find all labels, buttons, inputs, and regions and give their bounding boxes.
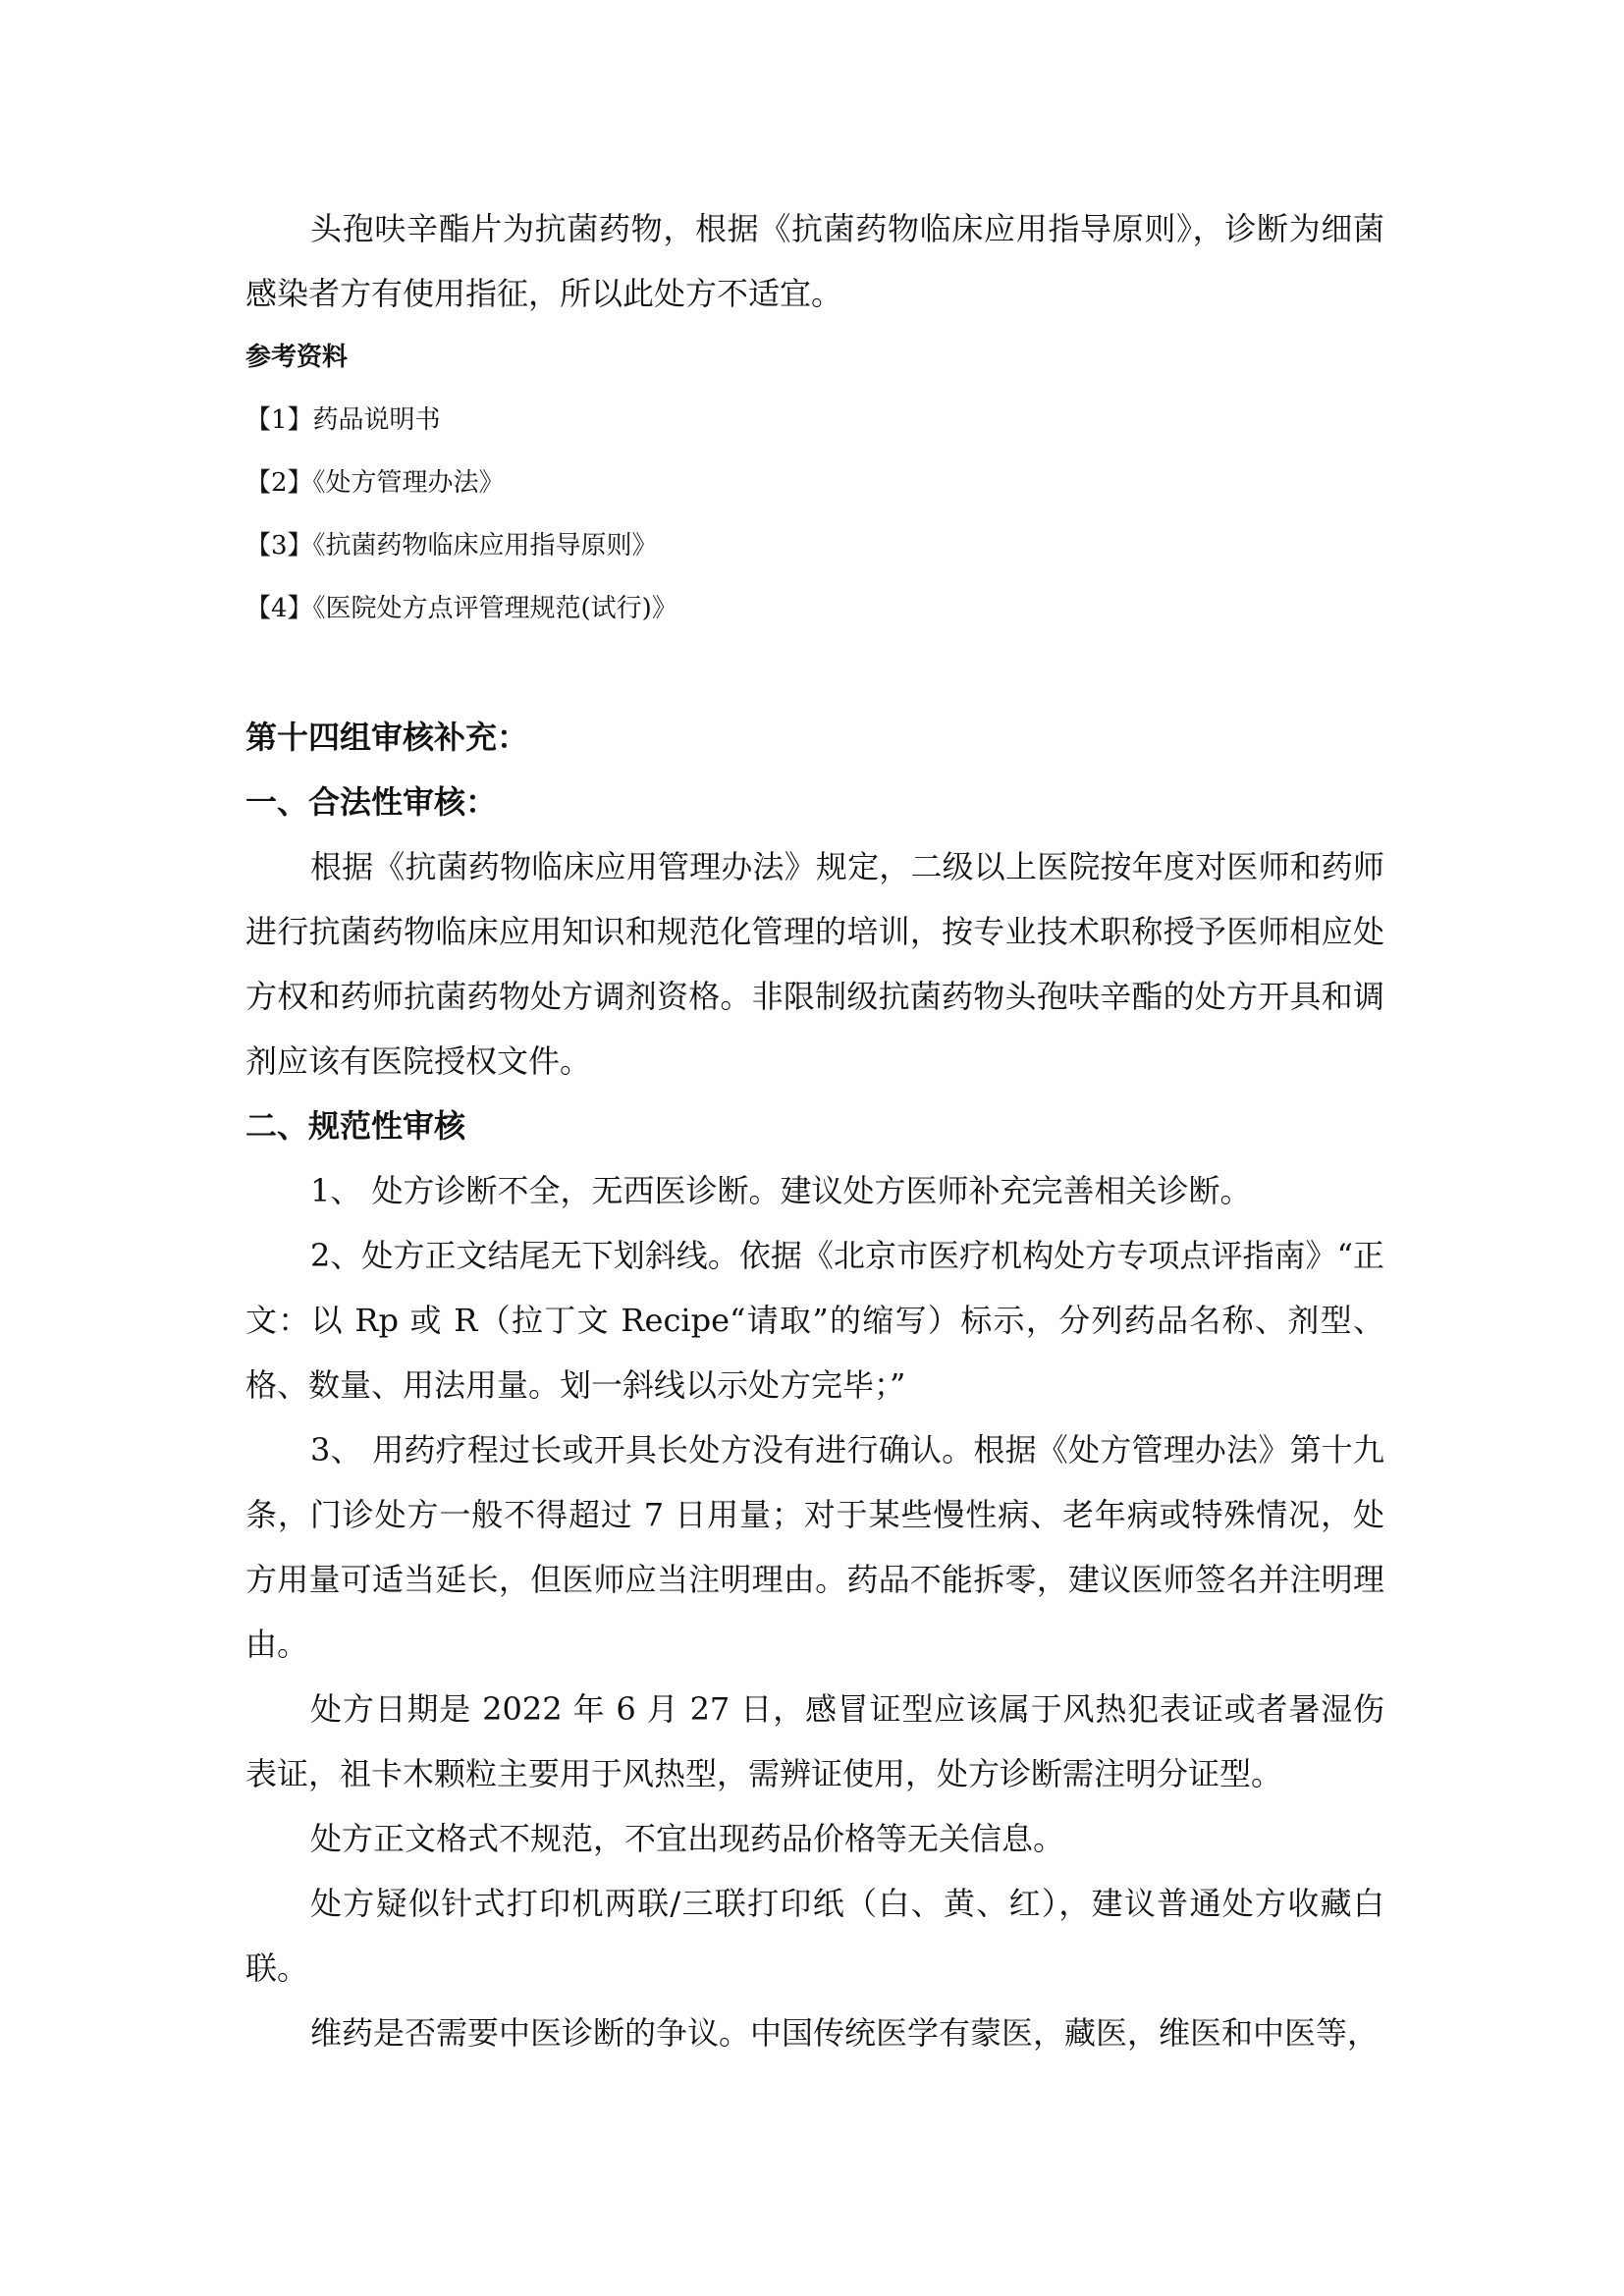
references-heading: 参考资料	[245, 343, 349, 372]
standard-heading: 二、规范性审核	[245, 1107, 466, 1145]
standard-paragraph-4: 处方日期是 2022 年 6 月 27 日，感冒证型应该属于风热犯表证或者暑湿伤表证，祖卡木颗粒主要用于风热型，需辨证使用，处方诊断需注明分证型。	[245, 1690, 1384, 1792]
standard-paragraph-1: 1、 处方诊断不全，无西医诊断。建议处方医师补充完善相关诊断。	[310, 1172, 1252, 1209]
standard-paragraph-6: 处方疑似针式打印机两联/三联打印纸（白、黄、红），建议普通处方收藏白联。	[245, 1885, 1384, 1987]
standard-paragraph-2: 2、处方正文结尾无下划斜线。依据《北京市医疗机构处方专项点评指南》“正文：以 Rp 或 R（拉丁文 Recipe“请取”的缩写）标示，分列药品名称、剂型、格、数量、用法用量。划一斜线以示处方完毕；”	[245, 1237, 1384, 1404]
standard-paragraph-7: 维药是否需要中医诊断的争议。中国传统医学有蒙医，藏医，维医和中医等，	[310, 2014, 1380, 2052]
legality-heading: 一、合法性审核：	[245, 783, 498, 821]
reference-item-2: 【2】《处方管理办法》	[245, 468, 505, 498]
standard-paragraph-5: 处方正文格式不规范，不宜出现药品价格等无关信息。	[310, 1820, 1065, 1857]
section-spacer	[245, 640, 1384, 705]
reference-item-1: 【1】药品说明书	[245, 405, 441, 435]
reference-item-4: 【4】《医院处方点评管理规范(试行)》	[245, 594, 677, 623]
review-heading: 第十四组审核补充：	[245, 719, 529, 756]
legality-paragraph: 根据《抗菌药物临床应用管理办法》规定，二级以上医院按年度对医师和药师进行抗菌药物临床应用知识和规范化管理的培训，按专业技术职称授予医师相应处方权和药师抗菌药物处方调剂资格。非限制级抗菌药物头孢呋辛酯的处方开具和调剂应该有医院授权文件。	[245, 848, 1384, 1080]
document-body	[245, 196, 1384, 2065]
reference-item-3: 【3】《抗菌药物临床应用指导原则》	[245, 531, 658, 561]
intro-paragraph: 头孢呋辛酯片为抗菌药物，根据《抗菌药物临床应用指导原则》，诊断为细菌感染者方有使用指征，所以此处方不适宜。	[245, 210, 1384, 312]
standard-paragraph-3: 3、 用药疗程过长或开具长处方没有进行确认。根据《处方管理办法》第十九条，门诊处方一般不得超过 7 日用量；对于某些慢性病、老年病或特殊情况，处方用量可适当延长，但医师应当注明理由。药品不能拆零，建议医师签名并注明理由。	[245, 1431, 1384, 1663]
